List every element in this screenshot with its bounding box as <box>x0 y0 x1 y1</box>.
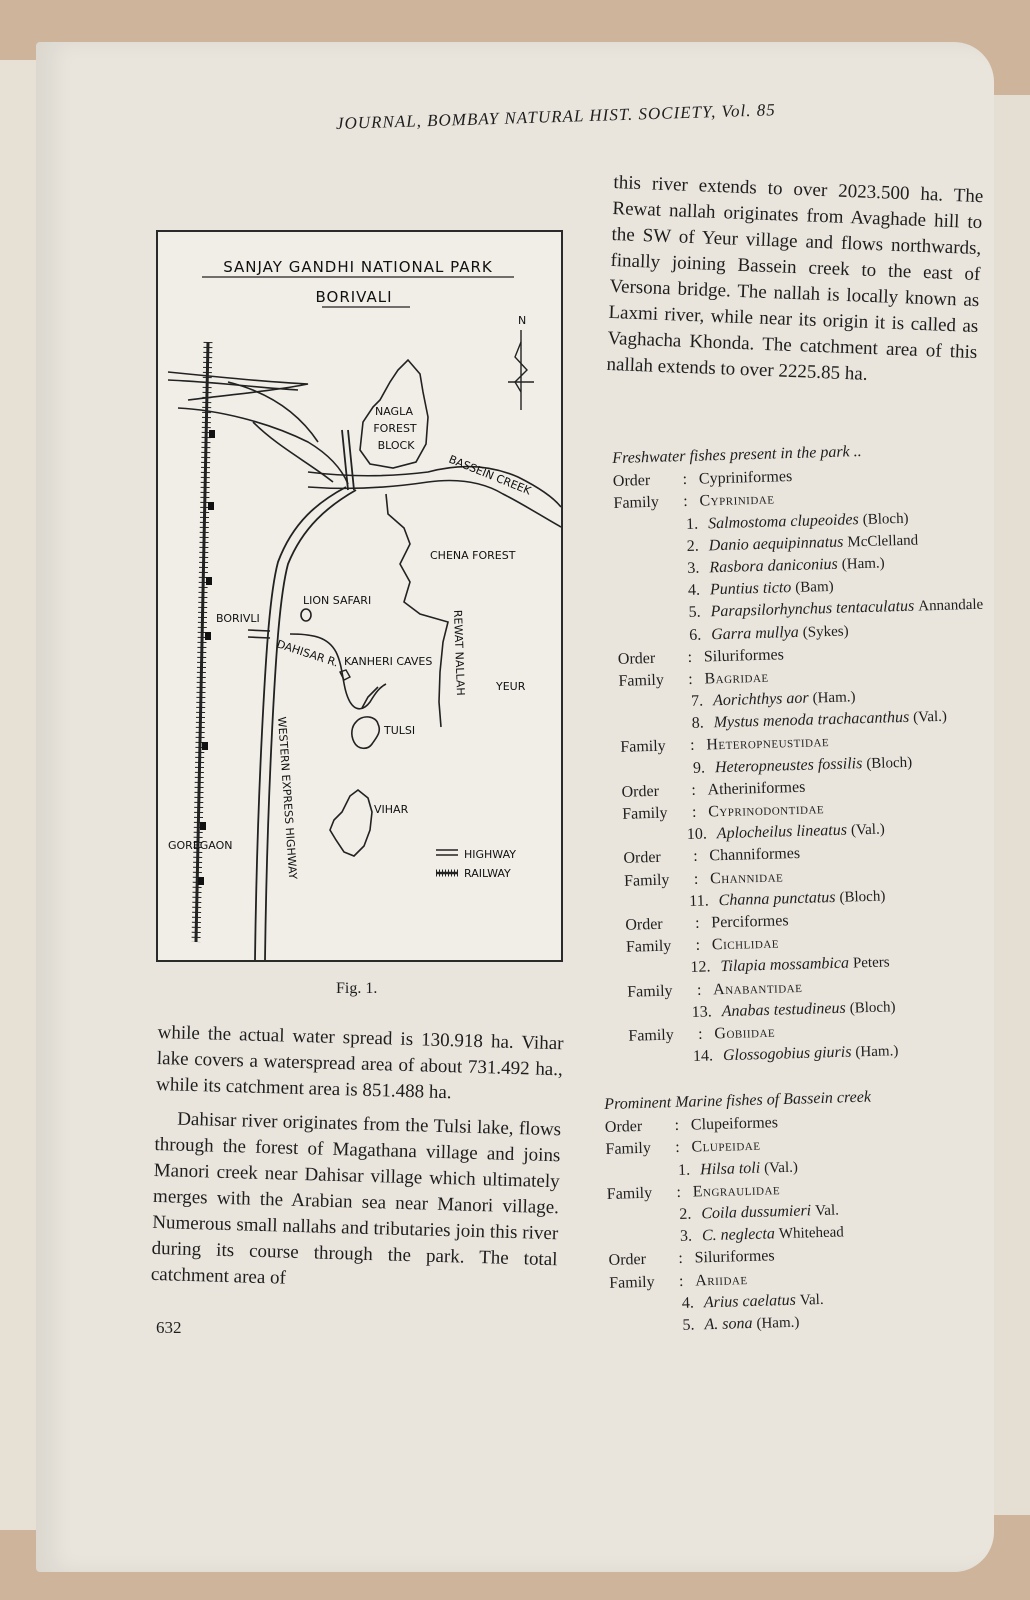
map-title-line2: BORIVALI <box>315 288 393 306</box>
species-name: A. sona <box>704 1314 753 1334</box>
lion-safari-marker <box>301 609 311 621</box>
label-chena-forest: CHENA FOREST <box>430 549 516 562</box>
order-name: Siluriformes <box>703 645 785 666</box>
kanheri-caves-marker <box>340 670 350 680</box>
order-label: Order <box>621 782 660 801</box>
svg-text:NAGLA: NAGLA <box>375 405 413 418</box>
separator: : <box>691 781 697 799</box>
family-name: Bagridae <box>704 668 769 688</box>
left-paragraph-2: Dahisar river originates from the Tulsi lake, flows through the forest of Magathana village and joins Manori creek near Dahisar village which ultimately merges with the Arabian sea near Manori village. Numerous small nallahs and tributaries join this river during its course through the park. The total catchment area of <box>150 1108 562 1289</box>
order-name: Siluriformes <box>694 1247 775 1267</box>
species-name: Salmostoma clupeoides <box>707 510 859 532</box>
family-name: Gobiidae <box>714 1023 776 1043</box>
species-number: 14. <box>692 1047 714 1066</box>
family-name: Anabantidae <box>712 978 803 998</box>
species-name: Hilsa toli <box>699 1159 761 1178</box>
species-authority: McClelland <box>847 532 919 551</box>
species-name: Anabas testudineus <box>721 999 846 1020</box>
family-label: Family <box>620 738 666 757</box>
label-vihar: VIHAR <box>374 803 409 816</box>
figure-caption: Fig. 1. <box>336 980 378 997</box>
species-name: Coila dussumieri <box>701 1202 812 1223</box>
label-borivli: BORIVLI <box>216 612 260 625</box>
map-title-line1: SANJAY GANDHI NATIONAL PARK <box>223 258 493 276</box>
species-number: 3. <box>687 559 700 577</box>
family-name: Heteropneustidae <box>706 733 830 754</box>
family-label: Family <box>625 937 672 956</box>
order-label: Order <box>608 1251 647 1270</box>
order-label: Order <box>612 472 651 491</box>
separator: : <box>694 914 700 932</box>
legend-highway: HIGHWAY <box>464 848 516 861</box>
park-map-figure <box>156 230 563 962</box>
species-name: Glossogobius giuris <box>722 1043 852 1065</box>
species-name: Arius caelatus <box>703 1291 797 1311</box>
species-number: 1. <box>677 1161 691 1179</box>
family-label: Family <box>621 804 668 823</box>
separator: : <box>696 981 702 999</box>
freshwater-fish-list <box>612 437 1009 1070</box>
species-authority: (Bloch) <box>849 999 896 1017</box>
family-name: Ariidae <box>695 1270 748 1290</box>
species-authority: Val. <box>814 1202 840 1220</box>
order-name: Clupeiformes <box>690 1114 779 1134</box>
label-goregaon: GOREGAON <box>168 839 233 852</box>
label-western-express-highway: WESTERN EXPRESS HIGHWAY <box>275 716 300 880</box>
species-name: Mystus menoda trachacanthus <box>713 709 910 732</box>
order-label: Order <box>625 915 663 934</box>
species-number: 10. <box>686 825 708 844</box>
species-number: 8. <box>691 714 704 733</box>
separator: : <box>695 936 701 954</box>
running-header: JOURNAL, BOMBAY NATURAL HIST. SOCIETY, Vol. 85 <box>335 100 776 133</box>
freshwater-list-title: Freshwater fishes present in the park .. <box>612 443 862 467</box>
species-number: 2. <box>686 537 700 555</box>
svg-text:BLOCK: BLOCK <box>377 439 415 452</box>
separator: : <box>676 1183 682 1201</box>
species-authority: Val. <box>799 1291 824 1309</box>
species-name: Danio aequipinnatus <box>708 533 844 555</box>
species-number: 4. <box>681 1294 695 1312</box>
separator: : <box>687 648 693 666</box>
species-name: Rasbora daniconius <box>709 555 839 577</box>
right-paragraph-1: this river extends to over 2023.500 ha. The Rewat nallah originates from Avaghade hill to the SW of Yeur village and flows northwards, finally joining Bassein creek to the east of Versona bridge. The nallah is locally known as Laxmi river, while near its origin it is called as Vaghacha Khonda. The catchment area of this nallah extends to over 2225.85 ha. <box>606 171 984 385</box>
species-authority: (Val.) <box>763 1159 799 1177</box>
railway-line <box>196 342 215 942</box>
order-label: Order <box>617 649 656 668</box>
map-legend <box>436 848 516 880</box>
separator: : <box>693 870 699 888</box>
species-authority: (Val.) <box>912 709 948 726</box>
park-map <box>158 232 561 960</box>
left-column-text <box>150 1020 564 1307</box>
species-authority: (Val.) <box>850 821 885 839</box>
family-name: Cyprinodontidae <box>707 800 825 821</box>
order-name: Atheriniformes <box>707 778 806 799</box>
species-number: 2. <box>679 1205 692 1223</box>
order-label: Order <box>604 1118 643 1137</box>
species-number: 12. <box>690 958 711 977</box>
species-number: 1. <box>685 515 699 533</box>
svg-text:N: N <box>518 314 527 327</box>
family-name: Clupeidae <box>691 1137 761 1156</box>
species-number: 7. <box>690 692 704 710</box>
family-label: Family <box>628 1026 674 1045</box>
separator: : <box>683 493 688 511</box>
species-authority: (Ham.) <box>812 689 856 707</box>
species-authority: (Bloch) <box>866 754 913 772</box>
species-authority: (Ham.) <box>855 1043 899 1061</box>
species-name: Aorichthys aor <box>712 689 809 710</box>
species-authority: Whitehead <box>778 1224 845 1243</box>
marine-list-title: Prominent Marine fishes of Bassein creek <box>604 1088 872 1113</box>
label-bassein-creek: BASSEIN CREEK <box>446 452 533 498</box>
species-name: Parapsilorhynchus tentaculatus <box>710 597 915 621</box>
separator: : <box>682 471 688 489</box>
label-rewat-nallah: REWAT NALLAH <box>451 609 467 696</box>
separator: : <box>692 848 698 866</box>
right-column-text <box>606 170 984 392</box>
separator: : <box>688 670 693 688</box>
vihar-lake <box>330 790 372 856</box>
family-label: Family <box>623 871 670 890</box>
species-authority: (Sykes) <box>802 622 849 641</box>
species-authority: Peters <box>852 954 890 972</box>
label-dahisar: DAHISAR R. <box>275 637 340 670</box>
species-number: 4. <box>687 581 701 600</box>
separator: : <box>678 1272 684 1290</box>
family-name: Cyprinidae <box>699 490 775 510</box>
species-name: C. neglecta <box>701 1225 776 1245</box>
species-authority: (Ham.) <box>756 1314 800 1332</box>
label-kanheri-caves: KANHERI CAVES <box>344 655 433 668</box>
species-number: 9. <box>692 759 706 777</box>
family-label: Family <box>609 1273 655 1292</box>
order-name: Channiformes <box>709 845 801 865</box>
label-tulsi: TULSI <box>384 724 416 737</box>
page-number: 632 <box>156 1318 182 1337</box>
species-name: Tilapia mossambica <box>720 954 850 976</box>
species-number: 13. <box>691 1003 713 1021</box>
family-label: Family <box>626 982 673 1001</box>
bridge <box>342 430 354 490</box>
creek-lines <box>168 372 348 484</box>
species-number: 11. <box>689 892 709 910</box>
separator: : <box>674 1117 680 1135</box>
species-authority: (Bam) <box>795 579 834 597</box>
family-label: Family <box>605 1140 652 1159</box>
species-number: 3. <box>679 1227 693 1246</box>
family-name: Cichlidae <box>711 934 780 954</box>
label-lion-safari: LION SAFARI <box>303 594 372 607</box>
species-name: Channa punctatus <box>718 888 836 909</box>
order-name: Perciformes <box>711 912 789 932</box>
family-label: Family <box>618 671 665 690</box>
legend-railway: RAILWAY <box>464 867 511 880</box>
species-name: Aplocheilus lineatus <box>716 821 848 843</box>
left-paragraph-1: while the actual water spread is 130.918 ha. Vihar lake covers a waterspread area of about 731.492 ha., while its catchment area is 851.488 ha. <box>155 1021 564 1104</box>
species-authority: (Bloch) <box>839 888 886 906</box>
label-yeur: YEUR <box>496 680 526 693</box>
family-label: Family <box>606 1184 653 1203</box>
borivli-road <box>248 630 270 638</box>
dahisar-tributary <box>362 687 378 708</box>
western-express-highway <box>255 487 356 960</box>
family-label: Family <box>613 494 660 513</box>
separator: : <box>678 1250 684 1268</box>
order-name: Cypriniformes <box>698 468 793 488</box>
species-name: Heteropneustes fossilis <box>714 754 863 776</box>
rewat-nallah <box>386 494 448 727</box>
species-number: 5. <box>682 1316 695 1334</box>
svg-text:FOREST: FOREST <box>373 422 417 435</box>
species-name: Garra mullya <box>711 623 800 643</box>
order-label: Order <box>623 849 662 868</box>
family-name: Engraulidae <box>692 1180 781 1201</box>
species-authority: Annandale <box>918 597 984 615</box>
separator: : <box>691 803 697 821</box>
species-authority: (Bloch) <box>862 510 909 528</box>
species-authority: (Ham.) <box>841 555 885 573</box>
separator: : <box>697 1025 703 1043</box>
tulsi-lake <box>352 717 379 748</box>
separator: : <box>689 737 695 755</box>
marine-fish-list <box>604 1083 991 1339</box>
separator: : <box>675 1139 680 1157</box>
species-name: Puntius ticto <box>709 579 792 599</box>
north-arrow-icon <box>508 314 534 410</box>
family-name: Channidae <box>709 867 784 888</box>
species-number: 6. <box>689 626 702 644</box>
species-number: 5. <box>688 603 701 622</box>
